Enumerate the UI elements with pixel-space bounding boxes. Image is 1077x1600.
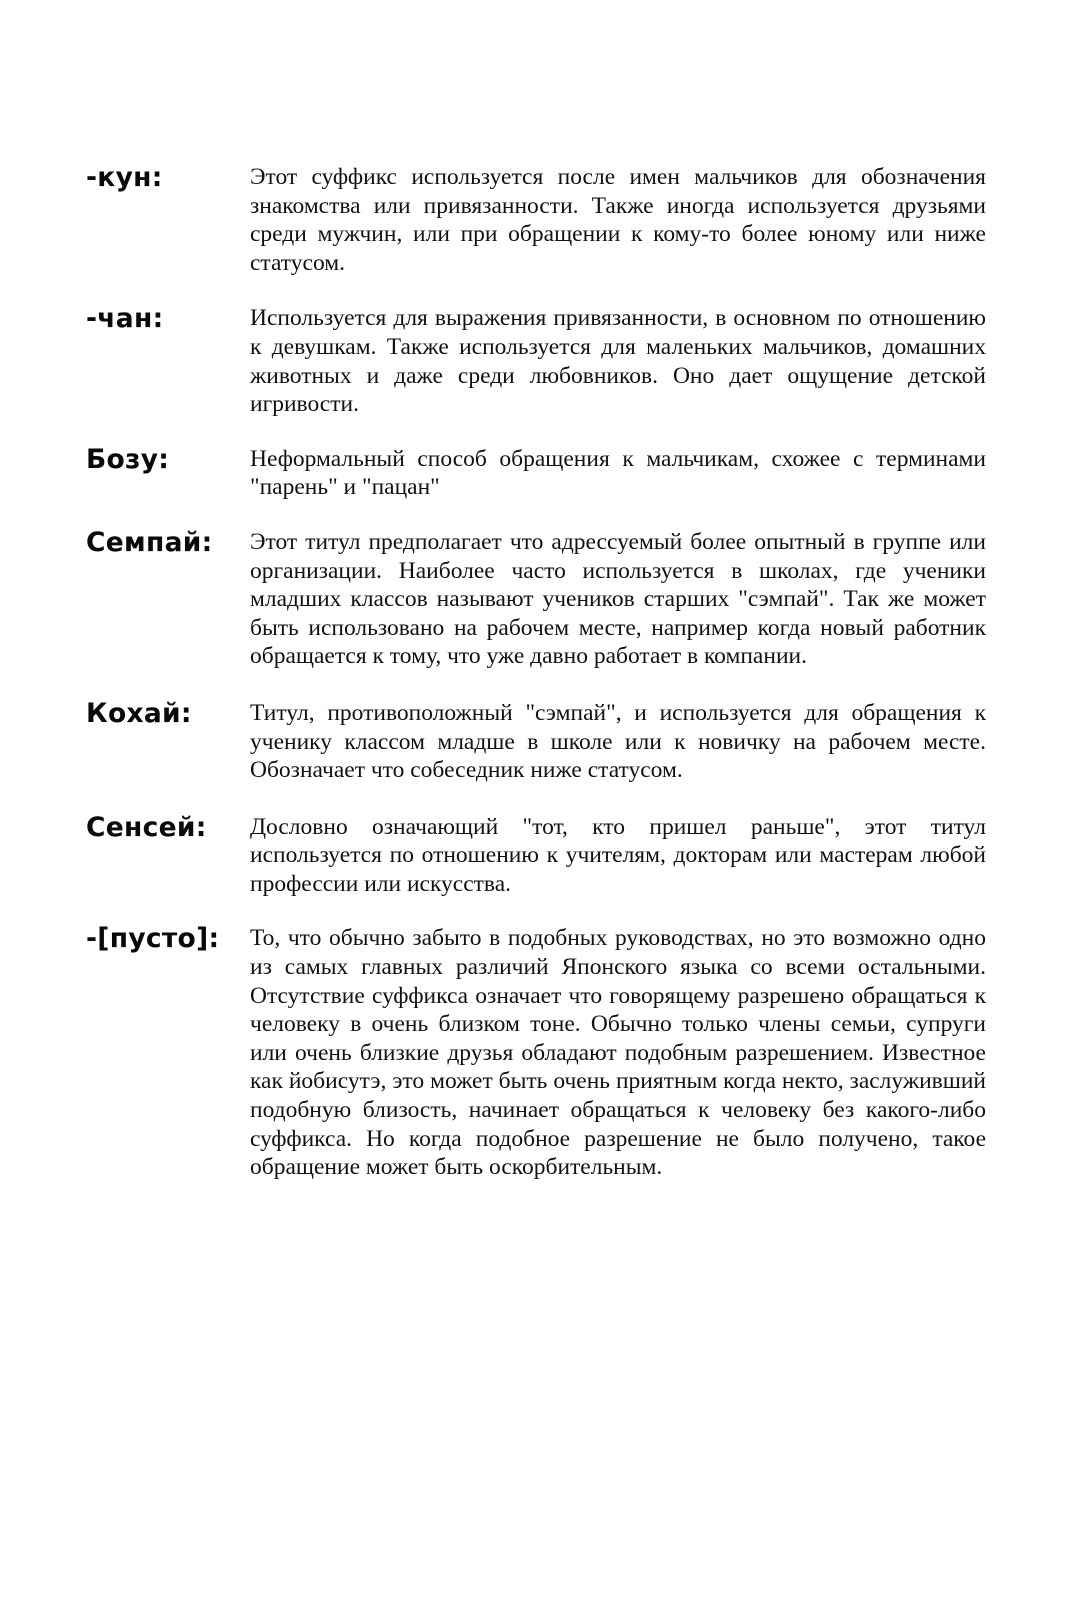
definition-chan: Используется для выражения привязанности, в основном по отношению к девушкам. Также используется для маленьких мальчиков, домашних животных и даже среди любовников. Оно дает ощущение детской игривости. bbox=[250, 305, 986, 418]
definition-sensei: Дословно означающий "тот, кто пришел раньше", этот титул используется по отношению к учителям, докторам или мастерам любой профессии или искусства. bbox=[250, 813, 986, 897]
glossary-entry-sensei bbox=[86, 812, 1006, 899]
definition-kohai: Титул, противоположный "сэмпай", и используется для обращения к ученику классом младше в школе или к новичку на рабочем месте. Обозначает что собеседник ниже статусом. bbox=[250, 699, 986, 784]
glossary-entry-chan bbox=[86, 303, 1006, 418]
definition-bozu: Неформальный способ обращения к мальчикам, схожее с терминами "парень" и "пацан" bbox=[250, 445, 986, 501]
honorifics-glossary bbox=[86, 162, 1006, 1182]
term-bozu: Бозу: bbox=[86, 443, 170, 475]
glossary-entry-bozu bbox=[86, 444, 1006, 502]
glossary-entry-empty-suffix bbox=[86, 923, 1006, 1181]
glossary-entry-kohai bbox=[86, 698, 1006, 785]
glossary-entry-kun bbox=[86, 162, 1006, 277]
term-kohai: Кохай: bbox=[86, 697, 192, 729]
glossary-entry-sempai bbox=[86, 527, 1006, 671]
term-chan: -чан: bbox=[86, 303, 164, 335]
term-empty-suffix: -[пусто]: bbox=[86, 923, 220, 955]
definition-kun: Этот суффикс используется после имен мальчиков для обозначения знакомства или привязанности. Также иногда используется друзьями среди мужчин, или при обращении к кому-то более юному или ниже статусом. bbox=[250, 164, 986, 276]
term-kun: -кун: bbox=[86, 162, 163, 193]
term-sempai: Семпай: bbox=[86, 526, 213, 558]
definition-empty-suffix: То, что обычно забыто в подобных руководствах, но это возможно одно из самых главных различий Японского языка со всеми остальными. Отсутствие суффикса означает что говорящему разрешено обращаться к человеку в очень близком тоне. Обычно только члены семьи, супруги или очень близкие друзья обладают подобным разрешением. Известное как йобисутэ, это может быть очень приятным когда некто, заслуживший подобную близость, начинает обращаться к человеку без какого-либо суффикса. Но когда подобное разрешение не было получено, такое обращение может быть оскорбительным. bbox=[250, 925, 986, 1181]
term-sensei: Сенсей: bbox=[86, 811, 207, 843]
definition-sempai: Этот титул предполагает что адрессуемый более опытный в группе или организации. Наиболее часто используется в школах, где ученики младших классов называют учеников старших "сэмпай". Так же может быть использовано на рабочем месте, например когда новый работник обращается к тому, что уже давно работает в компании. bbox=[250, 528, 986, 670]
